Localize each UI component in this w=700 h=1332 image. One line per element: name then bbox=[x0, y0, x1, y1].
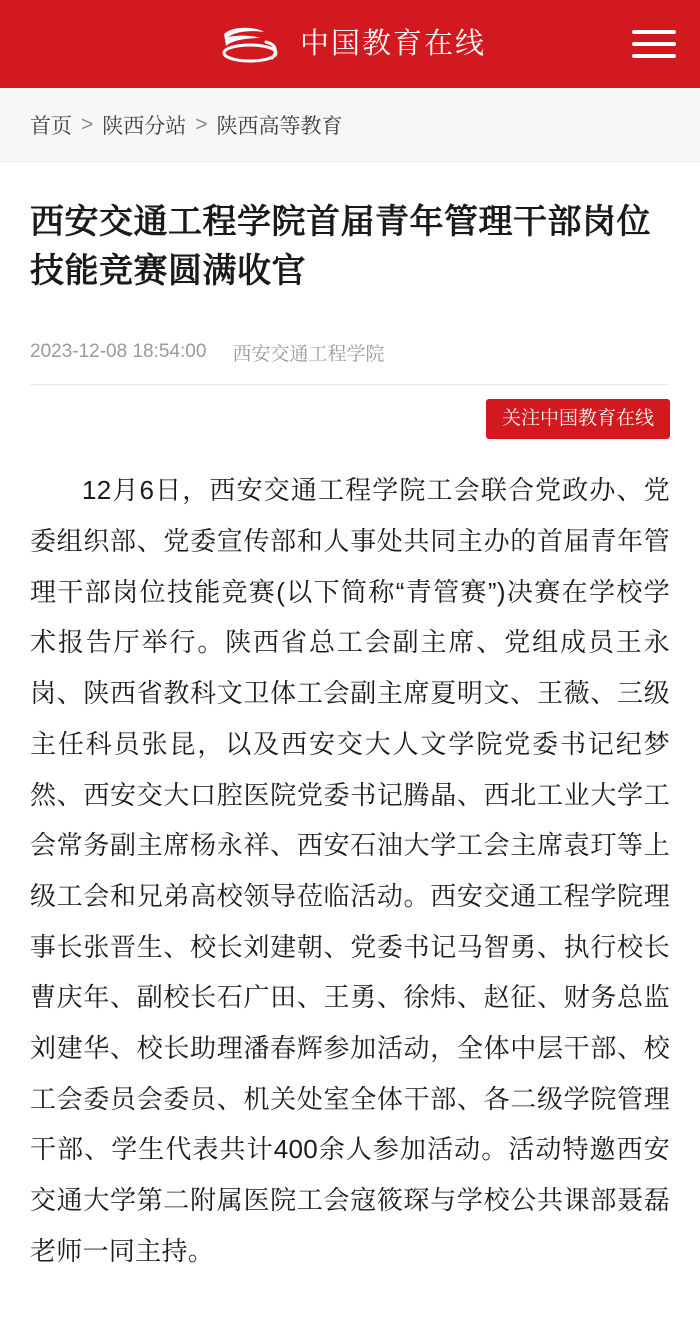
eol-logo-icon bbox=[214, 22, 286, 66]
article bbox=[0, 162, 700, 1314]
site-brand[interactable] bbox=[214, 22, 486, 66]
article-paragraph: 12月6日，西安交通工程学院工会联合党政办、党委组织部、党委宣传部和人事处共同主办的首届青年管理干部岗位技能竞赛(以下简称“青管赛”)决赛在学校学术报告厅举行。陕西省总工会副主席、党组成员王永岗、陕西省教科文卫体工会副主席夏明文、王薇、三级主任科员张昆，以及西安交大人文学院党委书记纪梦然、西安交大口腔医院党委书记腾晶、西北工业大学工会常务副主席杨永祥、西安石油大学工会主席袁玎等上级工会和兄弟高校领导莅临活动。西安交通工程学院理事长张晋生、校长刘建朝、党委书记马智勇、执行校长曹庆年、副校长石广田、王勇、徐炜、赵征、财务总监刘建华、校长助理潘春辉参加活动，全体中层干部、校工会委员会委员、机关处室全体干部、各二级学院管理干部、学生代表共计400余人参加活动。活动特邀西安交通大学第二附属医院工会寇筱琛与学校公共课部聂磊老师一同主持。 bbox=[30, 475, 670, 1266]
follow-button[interactable]: 关注中国教育在线 bbox=[486, 399, 670, 440]
article-meta bbox=[30, 339, 670, 385]
article-body bbox=[30, 465, 670, 1276]
brand-title: 中国教育在线 bbox=[299, 27, 486, 60]
hamburger-menu-icon[interactable] bbox=[632, 27, 676, 61]
breadcrumb bbox=[0, 88, 700, 162]
breadcrumb-item-shaanxi-higher-education[interactable]: 陕西高等教育 bbox=[216, 114, 343, 138]
site-header bbox=[0, 0, 700, 88]
breadcrumb-separator: > bbox=[195, 112, 208, 136]
article-timestamp: 2023-12-08 18:54:00 bbox=[30, 341, 207, 363]
breadcrumb-item-shaanxi-station[interactable]: 陕西分站 bbox=[102, 114, 187, 138]
breadcrumb-separator: > bbox=[81, 112, 94, 136]
page-title: 西安交通工程学院首届青年管理干部岗位技能竞赛圆满收官 bbox=[30, 203, 651, 291]
article-source: 西安交通工程学院 bbox=[232, 343, 385, 365]
follow-row bbox=[30, 399, 670, 440]
breadcrumb-item-home[interactable]: 首页 bbox=[30, 114, 72, 138]
